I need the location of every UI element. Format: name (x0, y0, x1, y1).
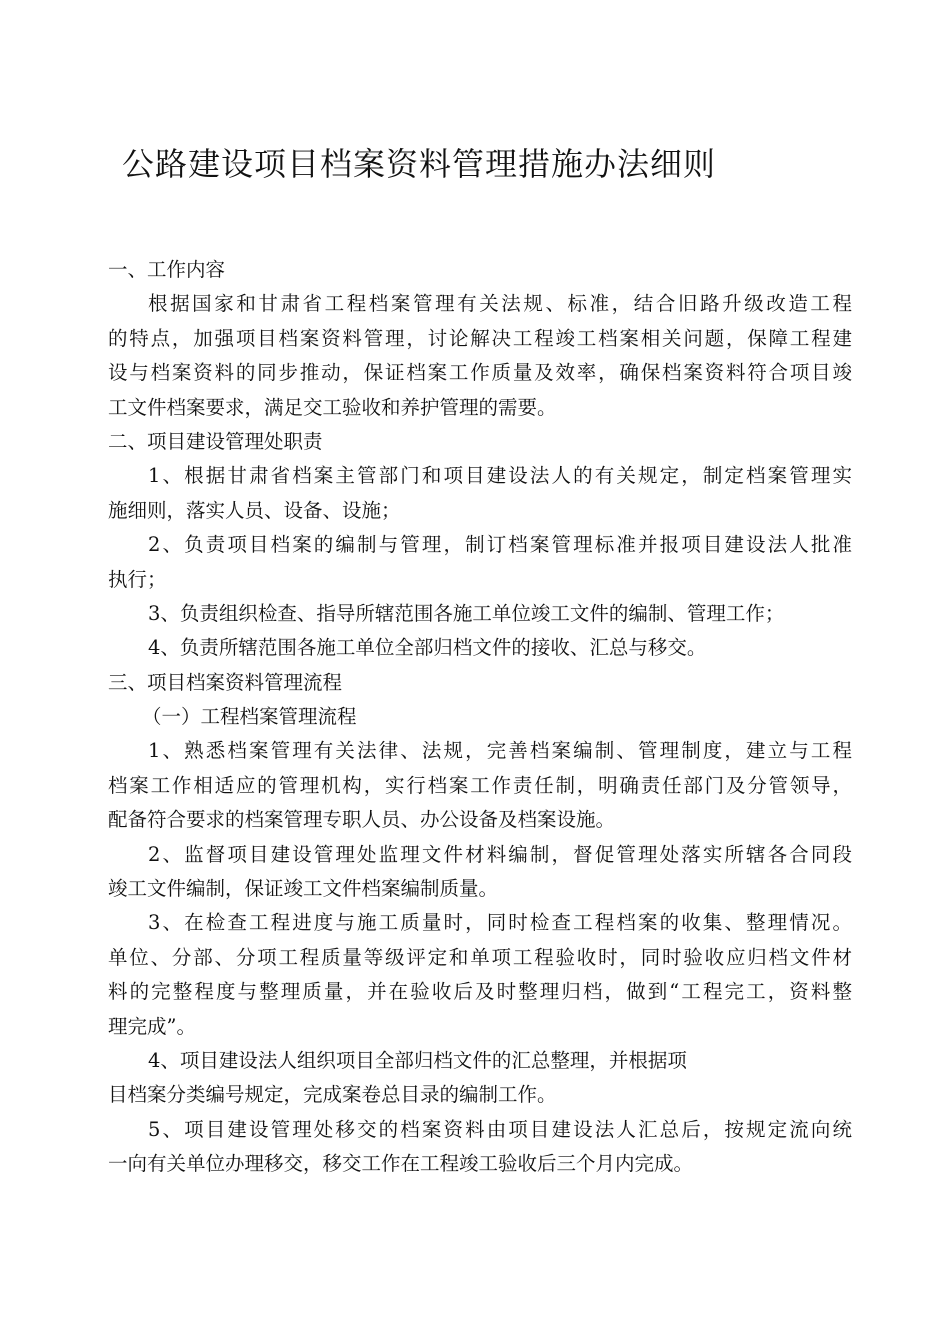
document-body (108, 253, 852, 1182)
paragraph-first-line: 2、负责项目档案的编制与管理，制订档案管理标准并报项目建设法人批准 (148, 533, 852, 557)
section-heading: 一、工作内容 (108, 258, 226, 281)
paragraph-first-line: 5、项目建设管理处移交的档案资料由项目建设法人汇总后，按规定流向统 (148, 1117, 852, 1141)
paragraph-line: 料的完整程度与整理质量，并在验收后及时整理归档，做到“工程完工，资料整 (108, 980, 852, 1004)
paragraph-first-line: 4、项目建设法人组织项目全部归档文件的汇总整理，并根据项 (148, 1048, 687, 1072)
paragraph-first-line: 3、负责组织检查、指导所辖范围各施工单位竣工文件的编制、管理工作； (148, 601, 785, 625)
section-heading: 二、项目建设管理处职责 (108, 429, 323, 453)
paragraph-line: 配备符合要求的档案管理专职人员、办公设备及档案设施。 (108, 808, 616, 832)
paragraph-first-line: 1、熟悉档案管理有关法律、法规，完善档案编制、管理制度，建立与工程 (148, 739, 852, 763)
subsection-heading: （一）工程档案管理流程 (142, 705, 357, 729)
paragraph-first-line: 3、在检查工程进度与施工质量时，同时检查工程档案的收集、整理情况。 (148, 911, 852, 935)
paragraph-line: 施细则，落实人员、设备、设施； (108, 498, 401, 522)
section-heading: 三、项目档案资料管理流程 (108, 670, 343, 694)
paragraph-first-line: 1、根据甘肃省档案主管部门和项目建设法人的有关规定，制定档案管理实 (148, 464, 852, 488)
paragraph-line: 理完成”。 (108, 1014, 196, 1038)
paragraph-first-line: 4、负责所辖范围各施工单位全部归档文件的接收、汇总与移交。 (148, 636, 707, 660)
paragraph-first-line: 2、监督项目建设管理处监理文件材料编制，督促管理处落实所辖各合同段 (148, 842, 852, 866)
paragraph-first-line: 根据国家和甘肃省工程档案管理有关法规、标准，结合旧路升级改造工程 (148, 292, 852, 316)
paragraph-line: 目档案分类编号规定，完成案卷总目录的编制工作。 (108, 1083, 557, 1107)
paragraph-line: 一向有关单位办理移交，移交工作在工程竣工验收后三个月内完成。 (108, 1152, 694, 1176)
paragraph-line: 设与档案资料的同步推动，保证档案工作质量及效率，确保档案资料符合项目竣 (108, 361, 852, 385)
paragraph-line: 单位、分部、分项工程质量等级评定和单项工程验收时，同时验收应归档文件材 (108, 945, 852, 969)
paragraph-line: 的特点，加强项目档案资料管理，讨论解决工程竣工档案相关问题，保障工程建 (108, 326, 852, 350)
paragraph-line: 工文件档案要求，满足交工验收和养护管理的需要。 (108, 395, 557, 419)
paragraph-line: 执行； (108, 567, 167, 591)
paragraph-line: 档案工作相适应的管理机构，实行档案工作责任制，明确责任部门及分管领导， (108, 773, 852, 797)
paragraph-line: 竣工文件编制，保证竣工文件档案编制质量。 (108, 877, 499, 901)
document-title: 公路建设项目档案资料管理措施办法细则 (122, 145, 717, 183)
